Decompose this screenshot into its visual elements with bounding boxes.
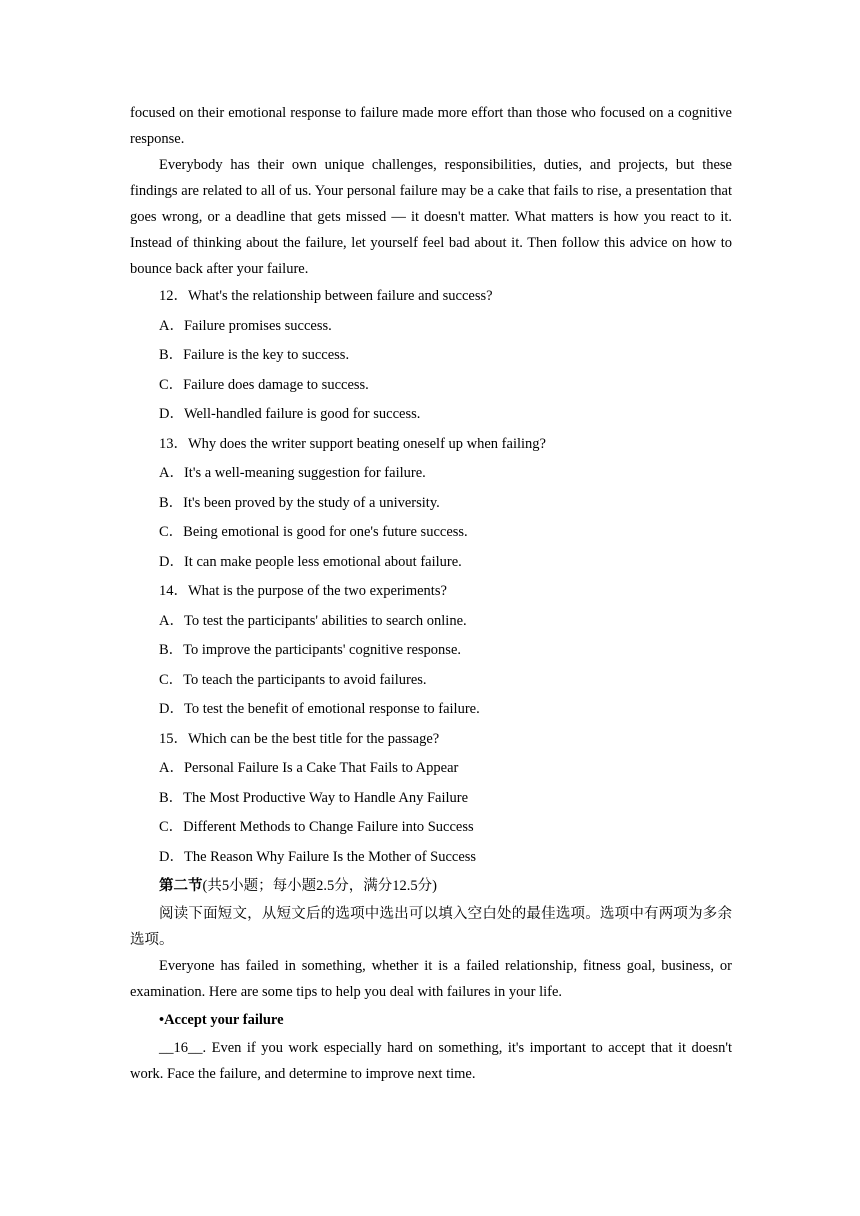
passage-paragraph: Everybody has their own unique challenges, responsibilities, duties, and projects, but these findings are related to all of us. Your personal failure may be a cake that fails to rise, a presentation that goes wrong, or a deadline that gets missed — it doesn't matter. What matters is how you react to it. Instead of thinking about the failure, let yourself feel bad about it. Then follow this advice on how to bounce back after your failure. bbox=[130, 157, 732, 277]
section-heading-scoring: (共5小题；每小题2.5分，满分12.5分) bbox=[202, 878, 437, 894]
tip-paragraph bbox=[130, 1035, 732, 1087]
blank-16: __16__ bbox=[159, 1040, 203, 1056]
question-13-option-a: A．It's a well-meaning suggestion for failure. bbox=[159, 465, 426, 481]
passage-paragraph-continued: focused on their emotional response to failure made more effort than those who focused on a cognitive response. bbox=[130, 105, 732, 147]
question-14-stem: 14．What is the purpose of the two experiments? bbox=[159, 583, 447, 599]
question-12-option-c: C．Failure does damage to success. bbox=[159, 376, 369, 393]
question-12-option-b: B．Failure is the key to success. bbox=[159, 347, 350, 363]
question-14-option-d: D．To test the benefit of emotional response to failure. bbox=[159, 701, 480, 717]
tip-paragraph-text: . Even if you work especially hard on something, it's important to accept that it doesn't work. Face the failure, and determine to improve next time. bbox=[130, 1040, 732, 1082]
question-13-stem: 13．Why does the writer support beating oneself up when failing? bbox=[159, 435, 546, 452]
section-heading-title: 第二节 bbox=[159, 878, 203, 894]
question-15-stem: 15．Which can be the best title for the passage? bbox=[159, 730, 440, 747]
question-12-option-a: A．Failure promises success. bbox=[159, 317, 332, 334]
question-15-option-d: D．The Reason Why Failure Is the Mother of Success bbox=[159, 848, 477, 865]
question-15-option-c: C．Different Methods to Change Failure into Success bbox=[159, 819, 474, 835]
question-15-option-a: A．Personal Failure Is a Cake That Fails to Appear bbox=[159, 760, 459, 776]
question-14-option-b: B．To improve the participants' cognitive response. bbox=[159, 642, 462, 658]
question-12-option-d: D．Well-handled failure is good for success. bbox=[159, 406, 421, 422]
question-13-option-d: D．It can make people less emotional about failure. bbox=[159, 553, 462, 570]
question-14-option-a: A．To test the participants' abilities to search online. bbox=[159, 612, 467, 629]
cloze-intro-paragraph: Everyone has failed in something, whether it is a failed relationship, fitness goal, business, or examination. Here are some tips to help you deal with failures in your life. bbox=[130, 958, 732, 1000]
tip-heading: •Accept your failure bbox=[159, 1012, 284, 1028]
question-14-option-c: C．To teach the participants to avoid failures. bbox=[159, 671, 427, 688]
question-15-option-b: B．The Most Productive Way to Handle Any Failure bbox=[159, 789, 469, 806]
question-13-option-b: B．It's been proved by the study of a university. bbox=[159, 494, 440, 511]
question-13-option-c: C．Being emotional is good for one's future success. bbox=[159, 524, 468, 540]
document-content bbox=[130, 100, 732, 1087]
question-12-stem: 12．What's the relationship between failure and success? bbox=[159, 288, 493, 304]
section-heading bbox=[159, 872, 732, 901]
section-instruction: 阅读下面短文，从短文后的选项中选出可以填入空白处的最佳选项。选项中有两项为多余选项。 bbox=[130, 906, 732, 948]
